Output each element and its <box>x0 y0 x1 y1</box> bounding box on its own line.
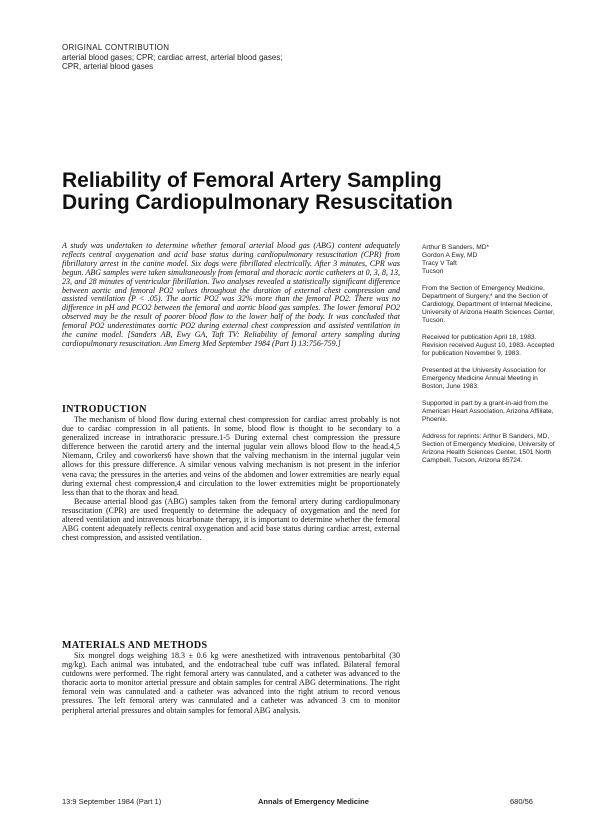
affiliation-note: From the Section of Emergency Medicine, Department of Surgery,* and the Section of Cardiology, Department of Internal Medicine, University of Arizona Health Sciences Center, Tucson. <box>422 285 555 324</box>
author-name: Gordon A Ewy, MD <box>422 252 478 259</box>
introduction-paragraph: Because arterial blood gas (ABG) samples taken from the femoral artery during cardiopulmonary resuscitation (CPR) are used frequently to determine the adequacy of oxygenation and the need for altered ventilation and intravenous bicarbonate therapy, it is important to determine whether the femoral ABG content adequately reflects central oxygenation and acid base status during cardiac arrest, external chest compression, and assisted ventilation. <box>62 496 400 543</box>
author-list <box>422 244 558 276</box>
introduction-heading: INTRODUCTION <box>62 404 147 415</box>
received-note: Received for publication April 18, 1983. Revision received August 10, 1983. Accepted for publication November 9, 1983. <box>422 334 555 357</box>
methods-heading: MATERIALS AND METHODS <box>62 640 208 651</box>
methods-section <box>62 640 400 715</box>
introduction-body <box>62 415 400 542</box>
author-name: Arthur B Sanders, MD* <box>422 244 490 251</box>
reprint-address: Address for reprints: Arthur B Sanders, MD, Section of Emergency Medicine, University of Arizona Health Sciences Center, 1501 North Campbell, Tucson, Arizona 85724. <box>422 433 555 464</box>
keywords-line-2: CPR, arterial blood gases <box>62 62 154 71</box>
abstract <box>62 242 400 349</box>
title-line-2: During Cardiopulmonary Resuscitation <box>62 191 453 214</box>
introduction-section <box>62 404 400 542</box>
title-line-1: Reliability of Femoral Artery Sampling <box>62 169 442 192</box>
footer-page-number: 680/56 <box>510 797 533 806</box>
footer-journal: Annals of Emergency Medicine <box>258 797 369 806</box>
methods-body <box>62 651 400 715</box>
methods-paragraph: Six mongrel dogs weighing 18.3 ± 0.6 kg were anesthetized with intravenous pentobarbital (30 mg/kg). Each animal was intubated, and the endotracheal tube cuff was inflated. Bilateral femoral cutdowns were performed. The right femoral artery was cannulated, and a catheter was advanced to the thoracic aorta to monitor arterial pressure and obtain samples for central ABG determinations. The right femoral vein was cannulated and a catheter was advanced into the right atrium to record venous pressures. The left femoral artery was cannulated and a catheter was advanced 3 cm to monitor peripheral arterial pressures and obtain samples for femoral ABG analysis. <box>62 651 400 715</box>
author-sidebar <box>422 244 558 474</box>
abstract-text: A study was undertaken to determine whether femoral arterial blood gas (ABG) content adequately reflects central oxygenation and acid base status during cardiopulmonary resuscitation (CPR) from fibrillatory arrest in the canine model. Six dogs were fibrillated electrically. After 3 minutes, CPR was begun. ABG samples were taken simultaneously from femoral and thoracic aortic catheters at 0, 3, 8, 13, 23, and 28 minutes of ventricular fibrillation. Two analyses revealed a statistically significant difference between aortic and femoral PO2 values throughout the duration of external chest compression and assisted ventilation (P < .05). The aortic PO2 was 32% more than the femoral PO2. There was no difference in pH and PCO2 between the femoral and aortic blood gas samples. The lower femoral PO2 observed may be the result of poorer blood flow to the lower half of the body. It was concluded that femoral PO2 underestimates aortic PO2 during external chest compression and assisted ventilation in the canine model. [Sanders AB, Ewy GA, Taft TV: Reliability of femoral artery sampling during cardiopulmonary resuscitation. Ann Emerg Med September 1984 (Part I) 13:756-759.] <box>62 241 400 348</box>
article-header <box>62 43 482 72</box>
keywords-line-1: arterial blood gases; CPR; cardiac arrest, arterial blood gases; <box>62 52 283 62</box>
article-type: ORIGINAL CONTRIBUTION <box>62 43 170 52</box>
author-location: Tucson <box>422 268 444 275</box>
author-name: Tracy V Taft <box>422 260 457 267</box>
introduction-paragraph: The mechanism of blood flow during external chest compression for cardiac arrest probably is not due to cardiac compression in all patients. In some, blood flow is thought to be secondary to a generalized increase in intrathoracic pressure.1-5 During external chest compression the pressure difference between the carotid artery and the internal jugular vein allows blood flow to the head.4,5 Niemann, Criley and coworkers6 have shown that the valving mechanism in the internal jugular vein allows for this pressure difference. A similar venous valving mechanism is not present in the inferior vena cava; the pressures in the arteries and veins of the abdomen and lower extremities are nearly equal during external chest compression,4 and circulation to the lower extremities might be proportionately less than that to the thorax and head. <box>62 415 400 497</box>
support-note: Supported in part by a grant-in-aid from the American Heart Association, Arizona Affiliate, Phoenix. <box>422 400 554 423</box>
presented-note: Presented at the University Association for Emergency Medicine Annual Meeting in Boston, June 1983. <box>422 367 546 390</box>
footer-issue: 13:9 September 1984 (Part 1) <box>62 797 162 806</box>
article-title <box>62 170 532 214</box>
